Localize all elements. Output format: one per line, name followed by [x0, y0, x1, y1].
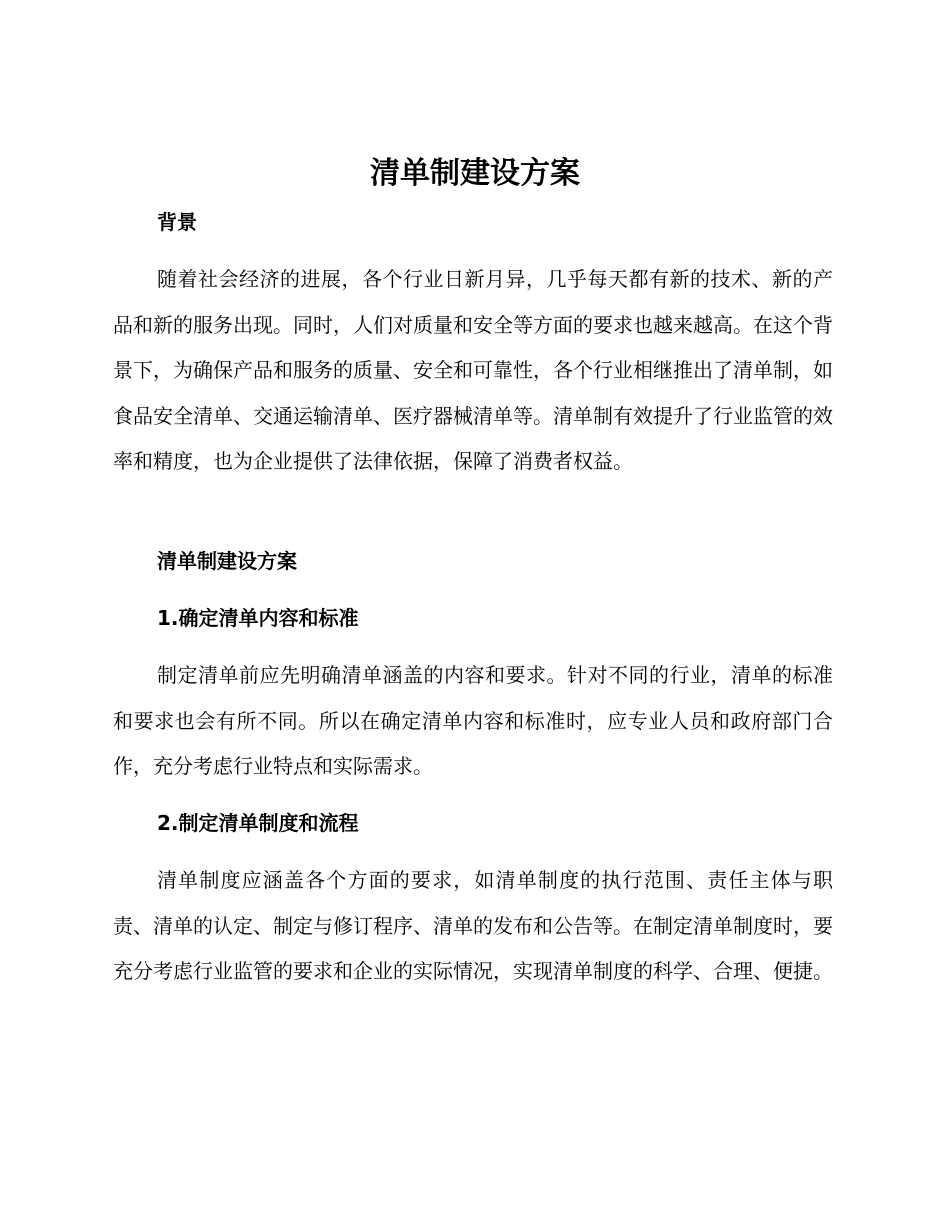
section-heading-plan: 清单制建设方案 [157, 549, 297, 573]
section-heading-item-1: 1.确定清单内容和标准 [157, 606, 359, 630]
section-heading-item-2: 2.制定清单制度和流程 [157, 811, 359, 835]
section-paragraph-item-1: 制定清单前应先明确清单涵盖的内容和要求。针对不同的行业，清单的标准和要求也会有所不同。所以在确定清单内容和标准时，应专业人员和政府部门合作，充分考虑行业特点和实际需求。 [113, 663, 833, 778]
section-paragraph-background: 随着社会经济的进展，各个行业日新月异，几乎每天都有新的技术、新的产品和新的服务出现。同时，人们对质量和安全等方面的要求也越来越高。在这个背景下，为确保产品和服务的质量、安全和可靠性，各个行业相继推出了清单制，如食品安全清单、交通运输清单、医疗器械清单等。清单制有效提升了行业监管的效率和精度，也为企业提供了法律依据，保障了消费者权益。 [113, 267, 833, 473]
section-heading-background: 背景 [157, 210, 197, 234]
section-paragraph-item-2: 清单制度应涵盖各个方面的要求，如清单制度的执行范围、责任主体与职责、清单的认定、制定与修订程序、清单的发布和公告等。在制定清单制度时，要充分考虑行业监管的要求和企业的实际情况，实现清单制度的科学、合理、便捷。 [113, 868, 833, 983]
document-title: 清单制建设方案 [370, 156, 580, 191]
